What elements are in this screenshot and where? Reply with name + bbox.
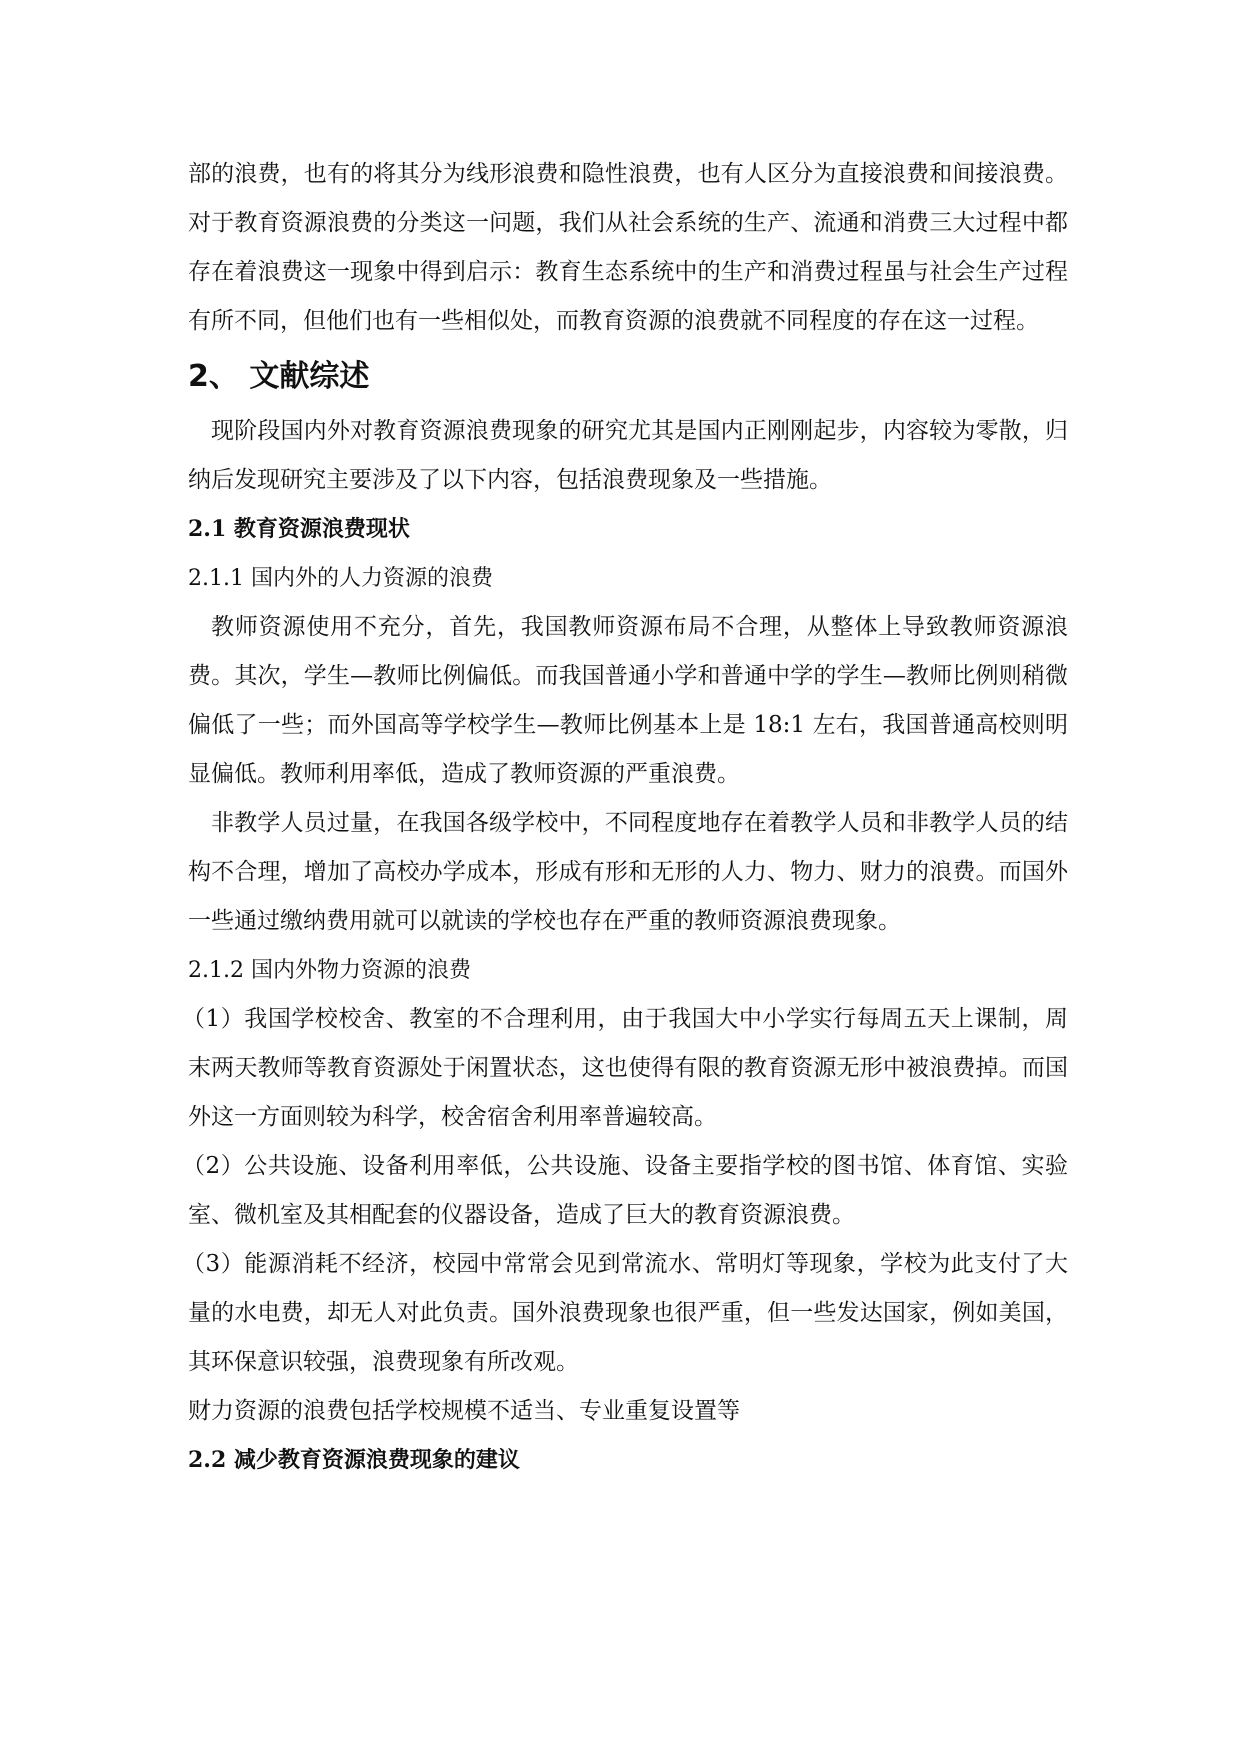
paragraph-research-overview: 现阶段国内外对教育资源浪费现象的研究尤其是国内正刚刚起步，内容较为零散，归纳后发现研究主要涉及了以下内容，包括浪费现象及一些措施。 (188, 418, 1068, 493)
subsubsection-heading-human-resources: 2.1.1 国内外的人力资源的浪费 (188, 566, 493, 591)
subsection-heading-current-status: 2.1 教育资源浪费现状 (188, 516, 410, 542)
paragraph-item-2-facilities: （2）公共设施、设备利用率低，公共设施、设备主要指学校的图书馆、体育馆、实验室、微机室及其相配套的仪器设备，造成了巨大的教育资源浪费。 (182, 1153, 1068, 1228)
section-heading-literature-review: 2、 文献综述 (188, 359, 370, 394)
subsection-heading-suggestions: 2.2 减少教育资源浪费现象的建议 (188, 1447, 520, 1473)
paragraph-financial-resources: 财力资源的浪费包括学校规模不适当、专业重复设置等 (188, 1398, 740, 1424)
document-page (182, 150, 1068, 1485)
paragraph-waste-classification: 部的浪费，也有的将其分为线形浪费和隐性浪费，也有人区分为直接浪费和间接浪费。对于教育资源浪费的分类这一问题，我们从社会系统的生产、流通和消费三大过程中都存在着浪费这一现象中得到启示：教育生态系统中的生产和消费过程虽与社会生产过程有所不同，但他们也有一些相似处，而教育资源的浪费就不同程度的存在这一过程。 (188, 161, 1068, 334)
paragraph-item-1-classrooms: （1）我国学校校舍、教室的不合理利用，由于我国大中小学实行每周五天上课制，周末两天教师等教育资源处于闲置状态，这也使得有限的教育资源无形中被浪费掉。而国外这一方面则较为科学，校舍宿舍利用率普遍较高。 (182, 1006, 1068, 1130)
paragraph-item-3-energy: （3）能源消耗不经济，校园中常常会见到常流水、常明灯等现象，学校为此支付了大量的水电费，却无人对此负责。国外浪费现象也很严重，但一些发达国家，例如美国，其环保意识较强，浪费现象有所改观。 (182, 1251, 1068, 1375)
subsubsection-heading-material-resources: 2.1.2 国内外物力资源的浪费 (188, 958, 471, 983)
paragraph-non-teaching-staff: 非教学人员过量，在我国各级学校中，不同程度地存在着教学人员和非教学人员的结构不合理，增加了高校办学成本，形成有形和无形的人力、物力、财力的浪费。而国外一些通过缴纳费用就可以就读的学校也存在严重的教师资源浪费现象。 (188, 810, 1068, 934)
paragraph-teacher-resources: 教师资源使用不充分，首先，我国教师资源布局不合理，从整体上导致教师资源浪费。其次，学生—教师比例偏低。而我国普通小学和普通中学的学生—教师比例则稍微偏低了一些；而外国高等学校学生—教师比例基本上是 18:1 左右，我国普通高校则明显偏低。教师利用率低，造成了教师资源的严重浪费。 (188, 614, 1068, 787)
